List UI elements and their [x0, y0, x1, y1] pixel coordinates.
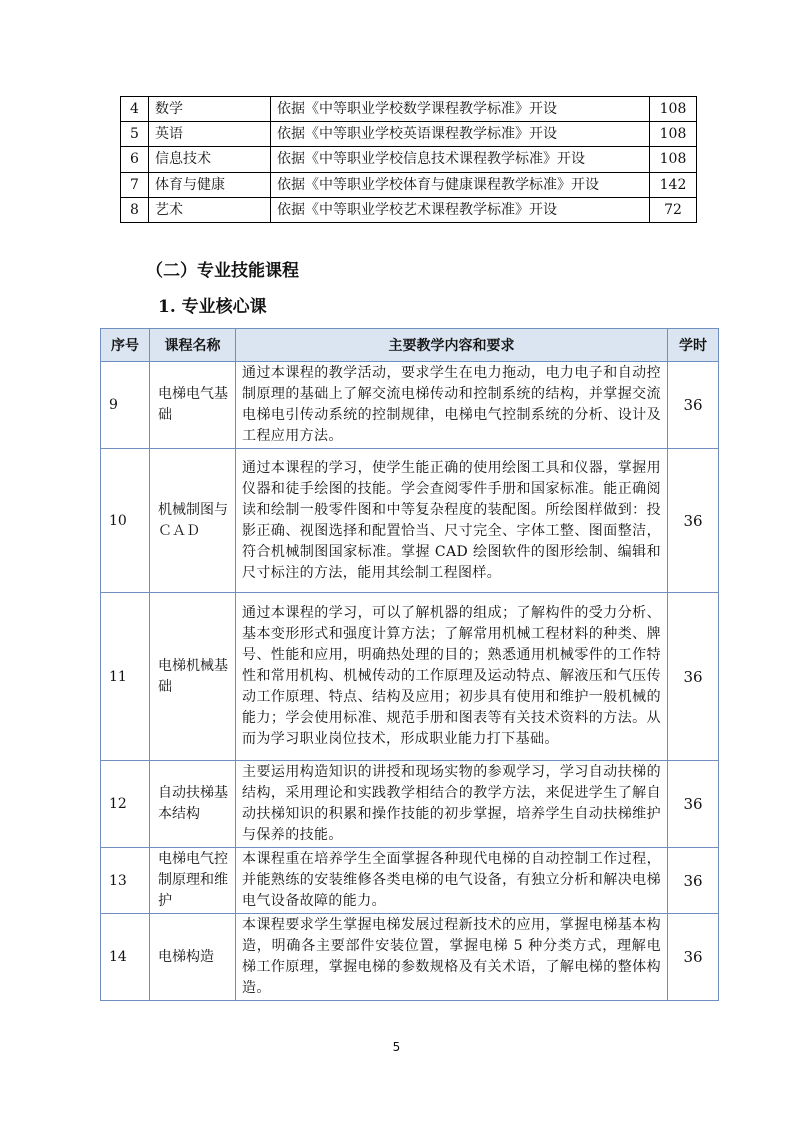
table-row — [101, 449, 719, 593]
course-number: 14 — [101, 914, 150, 1001]
course-hours: 108 — [650, 147, 697, 172]
course-name: 英语 — [149, 122, 271, 147]
course-number: 5 — [121, 122, 149, 147]
course-hours: 36 — [668, 848, 719, 914]
course-number: 11 — [101, 593, 150, 761]
course-name: 信息技术 — [149, 147, 271, 172]
course-hours: 36 — [668, 449, 719, 593]
header-number: 序号 — [101, 329, 150, 362]
table-row — [101, 848, 719, 914]
basic-courses-table — [120, 96, 697, 223]
table-row — [101, 593, 719, 761]
course-name: 艺术 — [149, 197, 271, 222]
section-heading: （二）专业技能课程 — [146, 261, 299, 281]
course-name: 体育与健康 — [149, 172, 271, 197]
course-content: 依据《中等职业学校艺术课程教学标准》开设 — [271, 197, 650, 222]
course-hours: 36 — [668, 761, 719, 848]
table-row — [101, 761, 719, 848]
course-hours: 108 — [650, 122, 697, 147]
course-hours: 72 — [650, 197, 697, 222]
core-courses-table — [100, 328, 719, 1001]
table-row — [121, 172, 697, 197]
course-name: 数学 — [149, 97, 271, 122]
course-hours: 142 — [650, 172, 697, 197]
course-content: 依据《中等职业学校英语课程教学标准》开设 — [271, 122, 650, 147]
course-content: 依据《中等职业学校数学课程教学标准》开设 — [271, 97, 650, 122]
table-row — [121, 122, 697, 147]
course-hours: 36 — [668, 593, 719, 761]
course-number: 13 — [101, 848, 150, 914]
table-row — [101, 362, 719, 449]
course-content: 依据《中等职业学校信息技术课程教学标准》开设 — [271, 147, 650, 172]
page-number: 5 — [392, 1040, 401, 1054]
course-name: 电梯电气控制原理和维护 — [150, 848, 236, 914]
course-name: 电梯机械基础 — [150, 593, 236, 761]
course-content: 本课程重在培养学生全面掌握各种现代电梯的自动控制工作过程，并能熟练的安装维修各类电梯的电气设备，有独立分析和解决电梯电气设备故障的能力。 — [236, 848, 668, 914]
course-number: 9 — [101, 362, 150, 449]
course-content: 通过本课程的学习，使学生能正确的使用绘图工具和仪器，掌握用仪器和徒手绘图的技能。学会查阅零件手册和国家标准。能正确阅读和绘制一般零件图和中等复杂程度的装配图。所绘图样做到：投影正确、视图选择和配置恰当、尺寸完全、字体工整、图面整洁，符合机械制图国家标准。掌握 CAD 绘图软件的图形绘制、编辑和尺寸标注的方法，能用其绘制工程图样。 — [236, 449, 668, 593]
header-course-name: 课程名称 — [150, 329, 236, 362]
table-row — [121, 197, 697, 222]
header-content: 主要教学内容和要求 — [236, 329, 668, 362]
course-name: 机械制图与ＣＡＤ — [150, 449, 236, 593]
course-content: 依据《中等职业学校体育与健康课程教学标准》开设 — [271, 172, 650, 197]
subsection-heading: 1. 专业核心课 — [158, 297, 267, 317]
course-content: 通过本课程的教学活动，要求学生在电力拖动，电力电子和自动控制原理的基础上了解交流电梯传动和控制系统的结构，并掌握交流电梯电引传动系统的控制规律，电梯电气控制系统的分析、设计及工程应用方法。 — [236, 362, 668, 449]
course-name: 电梯电气基础 — [150, 362, 236, 449]
course-hours: 108 — [650, 97, 697, 122]
course-hours: 36 — [668, 914, 719, 1001]
course-content: 主要运用构造知识的讲授和现场实物的参观学习，学习自动扶梯的结构，采用理论和实践教学相结合的教学方法，来促进学生了解自动扶梯知识的积累和操作技能的初步掌握，培养学生自动扶梯维护 与保养的技能。 — [236, 761, 668, 848]
table-row — [101, 914, 719, 1001]
course-content: 通过本课程的学习，可以了解机器的组成；了解构件的受力分析、基本变形形式和强度计算方法；了解常用机械工程材料的种类、牌号、性能和应用，明确热处理的目的；熟悉通用机械零件的工作特性和常用机构、机械传动的工作原理及运动特点、解液压和气压传动工作原理、特点、结构及应用；初步具有使用和维护一般机械的能力；学会使用标准、规范手册和图表等有关技术资料的方法。从而为学习职业岗位技术，形成职业能力打下基础。 — [236, 593, 668, 761]
course-name: 电梯构造 — [150, 914, 236, 1001]
header-hours: 学时 — [668, 329, 719, 362]
course-content: 本课程要求学生掌握电梯发展过程新技术的应用，掌握电梯基本构造，明确各主要部件安装位置，掌握电梯 5 种分类方式，理解电梯工作原理，掌握电梯的参数规格及有关术语，了解电梯的整体构造。 — [236, 914, 668, 1001]
table-header-row — [101, 329, 719, 362]
table-row — [121, 147, 697, 172]
table-row — [121, 97, 697, 122]
course-number: 7 — [121, 172, 149, 197]
course-number: 10 — [101, 449, 150, 593]
course-number: 12 — [101, 761, 150, 848]
course-number: 8 — [121, 197, 149, 222]
course-name: 自动扶梯基本结构 — [150, 761, 236, 848]
course-number: 6 — [121, 147, 149, 172]
course-hours: 36 — [668, 362, 719, 449]
course-number: 4 — [121, 97, 149, 122]
